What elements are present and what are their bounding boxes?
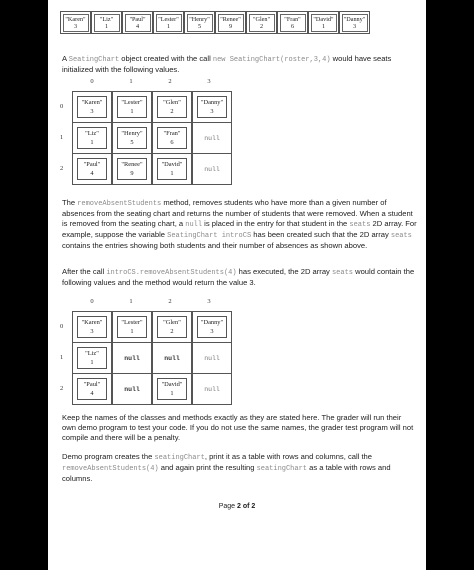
column-index: 0 [90, 298, 94, 305]
student-name: "Glen" [163, 99, 181, 106]
student-box [157, 158, 187, 180]
student-name: "Henry" [121, 130, 143, 137]
student-name: "Karen" [81, 319, 103, 326]
student-box [218, 14, 244, 32]
null-value: null [204, 165, 220, 173]
row-index: 2 [60, 165, 64, 172]
absence-count: 5 [197, 23, 202, 30]
seat-cell [112, 122, 152, 154]
student-box [77, 316, 107, 338]
text: has been created such that the 2D array [251, 230, 391, 239]
absence-count: 1 [321, 23, 326, 30]
absence-count: 1 [170, 389, 174, 397]
student-name: "Karen" [81, 99, 103, 106]
roster-cell [339, 11, 370, 34]
student-box [156, 14, 182, 32]
column-index: 0 [90, 78, 94, 85]
absence-count: 3 [210, 327, 214, 335]
roster-cell [60, 11, 91, 34]
student-box [77, 347, 107, 369]
absence-count: 9 [130, 169, 134, 177]
null-value: null [124, 385, 140, 393]
student-box [157, 378, 187, 400]
seat-cell [152, 91, 192, 123]
student-name: "David" [313, 15, 334, 23]
student-box [342, 14, 368, 32]
student-name: "Liz" [99, 15, 114, 23]
student-box [197, 96, 227, 118]
code-seatingchart: seatingChart [154, 454, 205, 462]
student-name: "Glen" [163, 319, 181, 326]
student-box [249, 14, 275, 32]
seat-cell [72, 373, 112, 405]
seat-cell [72, 122, 112, 154]
text: would have seats initialized with the following values. [62, 54, 392, 74]
absence-count: 1 [130, 107, 134, 115]
text: The [62, 198, 78, 207]
student-name: "Lester" [158, 15, 179, 23]
student-name: "Glen" [252, 15, 271, 23]
student-name: "Paul" [129, 15, 146, 23]
column-index: 1 [129, 78, 133, 85]
student-name: "Danny" [200, 319, 224, 326]
absence-count: 2 [259, 23, 264, 30]
roster-cell [215, 11, 246, 34]
absence-count: 2 [170, 327, 174, 335]
seat-cell [192, 311, 232, 343]
null-value: null [164, 354, 180, 362]
student-name: "Liz" [85, 130, 99, 137]
code-seatingchart: seatingChart [256, 465, 307, 473]
roster-cell [277, 11, 308, 34]
row-index: 1 [60, 134, 64, 141]
student-name: "Fran" [163, 130, 181, 137]
absence-count: 1 [166, 23, 171, 30]
roster-array [60, 11, 370, 34]
code-call: introCS.removeAbsentStudents(4) [106, 269, 237, 277]
text: method, removes students who have more than a given number of absences from the seating chart and returns the number of students that were removed. When a student is removed from the seating chart, a [62, 198, 413, 228]
text: and again print the resulting [158, 463, 257, 472]
null-value: null [124, 354, 140, 362]
row-index: 1 [60, 354, 64, 361]
absence-count: 3 [352, 23, 357, 30]
student-box [125, 14, 151, 32]
page-label: Page [218, 503, 237, 510]
code-seats: seats [349, 221, 371, 229]
text: has executed, the 2D array [236, 267, 332, 276]
seat-cell [112, 342, 152, 374]
student-box [311, 14, 337, 32]
student-box [117, 316, 147, 338]
seat-cell [152, 373, 192, 405]
student-name: "Danny" [200, 99, 224, 106]
seat-cell [152, 153, 192, 185]
absence-count: 6 [170, 138, 174, 146]
null-value: null [204, 354, 220, 362]
column-index: 3 [207, 78, 211, 85]
student-box [77, 378, 107, 400]
page-count: 2 of 2 [237, 503, 256, 510]
text: , print it as a table with rows and columns, call the [204, 452, 372, 461]
text: as a table with rows and columns. [62, 463, 391, 483]
row-index: 0 [60, 323, 64, 330]
null-value: null [204, 385, 220, 393]
absence-count: 3 [90, 327, 94, 335]
column-index: 1 [129, 298, 133, 305]
seat-cell [152, 122, 192, 154]
code-null: null [185, 221, 203, 229]
absence-count: 1 [130, 327, 134, 335]
student-box [187, 14, 213, 32]
student-name: "Fran" [284, 15, 301, 23]
text: is placed in the entry for that student in the [202, 219, 350, 228]
row-index: 2 [60, 385, 64, 392]
null-value: null [204, 134, 220, 142]
student-name: "Henry" [189, 15, 210, 23]
student-name: "Renee" [121, 161, 143, 168]
code-constructor-call: new SeatingChart(roster,3,4) [212, 56, 331, 64]
code-seats: seats [331, 269, 353, 277]
code-method-call: removeAbsentStudents(4) [62, 465, 159, 473]
roster-cell [184, 11, 215, 34]
column-index: 2 [168, 78, 172, 85]
roster-cell [122, 11, 153, 34]
seat-cell [152, 342, 192, 374]
code-method: removeAbsentStudents [77, 200, 162, 208]
seat-cell [72, 342, 112, 374]
grid-cells [72, 311, 232, 404]
seat-cell [112, 311, 152, 343]
roster-cell [308, 11, 339, 34]
student-box [280, 14, 306, 32]
text: object created with the call [119, 54, 213, 63]
absence-count: 1 [90, 358, 94, 366]
student-box [157, 96, 187, 118]
text: After the call [62, 267, 107, 276]
student-name: "Karen" [65, 15, 86, 23]
grid-cells [72, 91, 232, 184]
absence-count: 1 [170, 169, 174, 177]
student-name: "Lester" [121, 319, 143, 326]
text: A [62, 54, 69, 63]
seat-cell [192, 91, 232, 123]
absence-count: 4 [90, 389, 94, 397]
absence-count: 3 [90, 107, 94, 115]
student-box [157, 127, 187, 149]
seat-cell [152, 311, 192, 343]
seat-cell [112, 373, 152, 405]
student-name: "Paul" [83, 381, 101, 388]
student-box [77, 96, 107, 118]
text: would contain the following values and the method would return the value 3. [62, 267, 415, 287]
page-number [0, 503, 474, 510]
student-name: "Lester" [121, 99, 143, 106]
column-index: 3 [207, 298, 211, 305]
student-name: "Renee" [220, 15, 241, 23]
code-seats: seats [390, 232, 412, 240]
intro-paragraph [62, 54, 417, 75]
student-box [117, 96, 147, 118]
text: contains the entries showing both students and their number of absences as shown above. [62, 241, 368, 250]
roster-cell [246, 11, 277, 34]
seat-cell [192, 342, 232, 374]
absence-count: 4 [90, 169, 94, 177]
after-call-paragraph [62, 267, 417, 288]
row-index: 0 [60, 103, 64, 110]
text: 2D array. For example, suppose the variable [62, 219, 417, 239]
roster-cell [153, 11, 184, 34]
seat-cell [112, 153, 152, 185]
seat-cell [192, 373, 232, 405]
absence-count: 1 [104, 23, 109, 30]
absence-count: 1 [90, 138, 94, 146]
seat-cell [192, 122, 232, 154]
roster-cell [91, 11, 122, 34]
student-name: "David" [161, 381, 183, 388]
seat-cell [112, 91, 152, 123]
code-variable: SeatingChart introCS [167, 232, 252, 240]
student-name: "Danny" [343, 15, 366, 23]
remove-absent-paragraph [62, 198, 417, 251]
code-seatingchart: SeatingChart [68, 56, 120, 64]
absence-count: 3 [210, 107, 214, 115]
seat-cell [72, 311, 112, 343]
text: Demo program creates the [62, 452, 155, 461]
demo-program-paragraph [62, 452, 417, 484]
absence-count: 4 [135, 23, 140, 30]
absence-count: 9 [228, 23, 233, 30]
student-box [94, 14, 120, 32]
student-box [117, 158, 147, 180]
student-name: "David" [161, 161, 183, 168]
absence-count: 3 [73, 23, 78, 30]
student-box [157, 316, 187, 338]
seat-cell [192, 153, 232, 185]
student-box [117, 127, 147, 149]
seat-cell [72, 91, 112, 123]
absence-count: 5 [130, 138, 134, 146]
grader-note-paragraph: Keep the names of the classes and methods exactly as they are stated here. The grader will run their own demo program to test your code. If you do not use the same names, the grader test program will not compile and there will be a penalty. [62, 413, 414, 442]
student-name: "Liz" [85, 350, 99, 357]
student-box [77, 158, 107, 180]
student-box [77, 127, 107, 149]
student-box [63, 14, 89, 32]
student-name: "Paul" [83, 161, 101, 168]
column-index: 2 [168, 298, 172, 305]
seat-cell [72, 153, 112, 185]
absence-count: 6 [290, 23, 295, 30]
student-box [197, 316, 227, 338]
absence-count: 2 [170, 107, 174, 115]
